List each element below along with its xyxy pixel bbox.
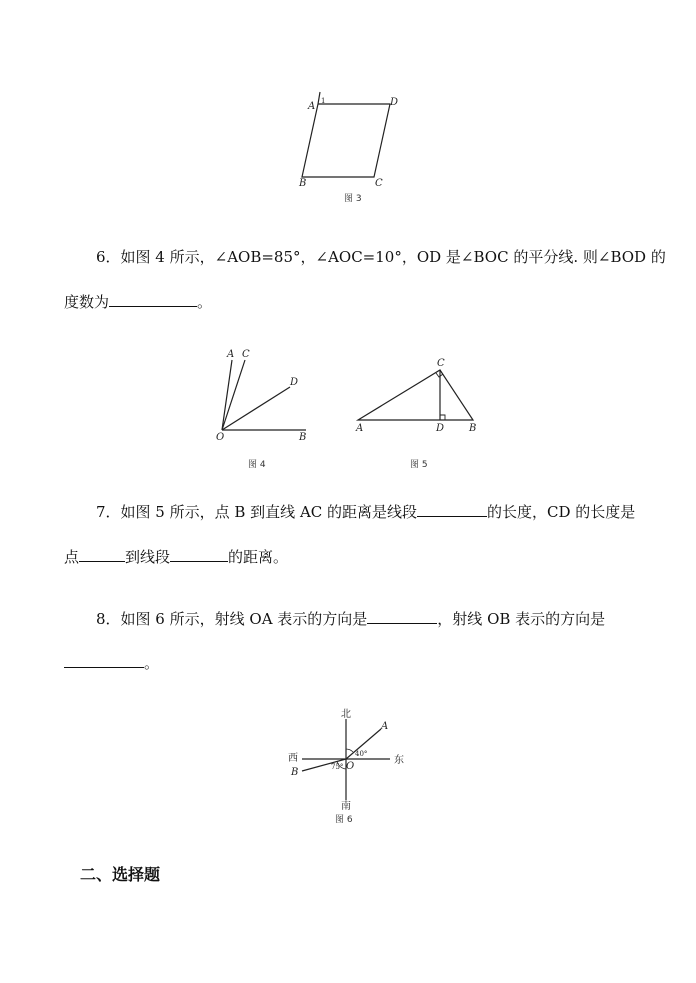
label-b: B bbox=[291, 767, 299, 778]
label-b: B bbox=[469, 423, 477, 434]
ray-od bbox=[222, 387, 290, 430]
triangle-abc bbox=[358, 370, 473, 420]
label-b: B bbox=[299, 178, 307, 189]
right-angle-mark-d bbox=[440, 415, 445, 420]
label-angle-1: 1 bbox=[321, 97, 326, 105]
parallelogram bbox=[302, 104, 390, 177]
ray-oc bbox=[222, 360, 245, 430]
label-c: C bbox=[437, 358, 445, 369]
figure-6-caption: 图 6 bbox=[335, 815, 353, 825]
figure-3-caption: 图 3 bbox=[344, 194, 362, 204]
question-7-line-1 bbox=[64, 502, 644, 522]
angle-label-75: 75° bbox=[331, 763, 344, 771]
question-8-suffix: ，射线 OB 表示的方向是 bbox=[437, 610, 606, 628]
label-a: A bbox=[381, 721, 389, 732]
question-7-line-2 bbox=[64, 547, 644, 567]
answer-blank-q7-2[interactable] bbox=[79, 547, 125, 562]
question-7-end: 的距离。 bbox=[228, 548, 289, 566]
extension-line bbox=[318, 92, 320, 104]
label-c: C bbox=[375, 178, 383, 189]
question-8-line-1 bbox=[64, 609, 644, 629]
question-6-line-2 bbox=[64, 292, 644, 312]
figure-5-caption: 图 5 bbox=[410, 460, 428, 470]
label-d: D bbox=[290, 377, 299, 388]
figure-6 bbox=[280, 705, 420, 830]
label-c: C bbox=[242, 349, 250, 360]
section-title: 二、选择题 bbox=[80, 865, 161, 884]
figure-3 bbox=[290, 90, 410, 205]
question-6-text: 6．如图 4 所示，∠AOB=85°，∠AOC=10°，OD 是∠BOC 的平分线. 则∠BOD 的 bbox=[96, 248, 666, 266]
label-a: A bbox=[356, 423, 364, 434]
figure-5 bbox=[350, 355, 490, 470]
ray-oa bbox=[222, 360, 232, 430]
label-south: 南 bbox=[341, 801, 351, 812]
question-8-end: 。 bbox=[144, 654, 160, 672]
question-7-suffix: 的长度，CD 的长度是 bbox=[487, 503, 636, 521]
angle-label-40: 40° bbox=[355, 750, 368, 758]
figure-4 bbox=[212, 345, 322, 470]
label-o: O bbox=[346, 761, 355, 772]
label-a: A bbox=[308, 101, 316, 112]
label-west: 西 bbox=[288, 753, 298, 764]
label-b: B bbox=[299, 432, 307, 443]
label-north: 北 bbox=[341, 709, 351, 720]
label-east: 东 bbox=[394, 755, 404, 766]
question-7-prefix: 7．如图 5 所示，点 B 到直线 AC 的距离是线段 bbox=[96, 503, 418, 521]
question-8-line-2 bbox=[64, 653, 644, 673]
answer-blank-q7-3[interactable] bbox=[170, 547, 228, 562]
question-7-point: 点 bbox=[64, 548, 80, 566]
label-d: D bbox=[390, 97, 399, 108]
answer-blank-q8-2[interactable] bbox=[64, 653, 144, 668]
question-7-middle: 到线段 bbox=[125, 548, 171, 566]
question-6-prefix: 度数为 bbox=[64, 293, 110, 311]
answer-blank-q6[interactable] bbox=[109, 292, 197, 307]
question-6-suffix: 。 bbox=[197, 293, 213, 311]
question-8-prefix: 8．如图 6 所示，射线 OA 表示的方向是 bbox=[96, 610, 368, 628]
angle-arc-a bbox=[346, 749, 353, 752]
answer-blank-q8-1[interactable] bbox=[367, 609, 437, 624]
answer-blank-q7-1[interactable] bbox=[417, 502, 487, 517]
label-a: A bbox=[227, 349, 235, 360]
question-6-line-1 bbox=[64, 247, 666, 267]
label-d: D bbox=[436, 423, 445, 434]
label-o: O bbox=[216, 432, 225, 443]
figure-4-caption: 图 4 bbox=[248, 460, 266, 470]
